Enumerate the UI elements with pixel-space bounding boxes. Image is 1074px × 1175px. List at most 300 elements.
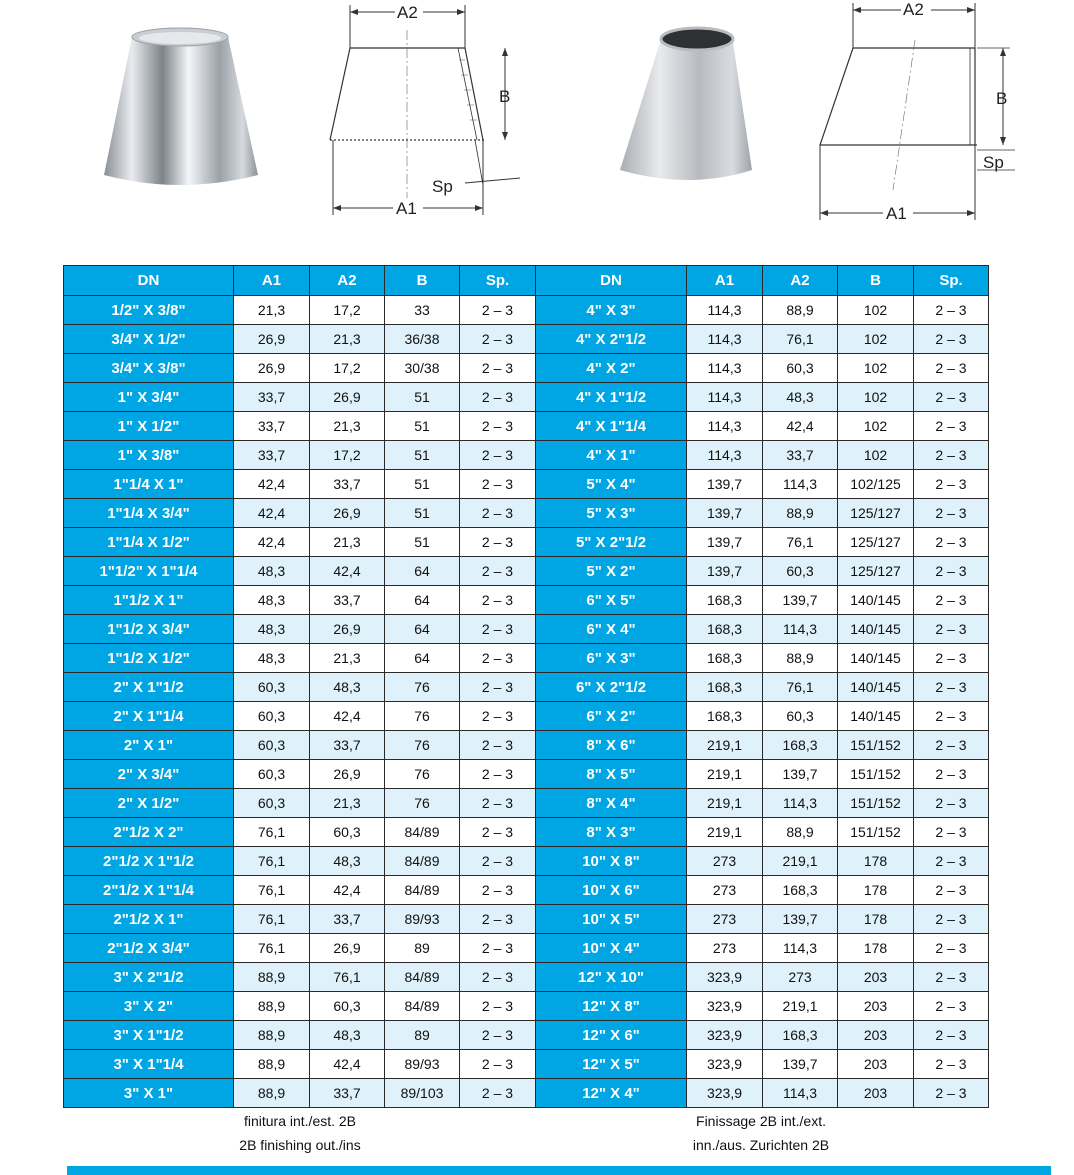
cell-dn: 6" X 2"1/2 [536,673,687,702]
cell-a1: 88,9 [234,1079,310,1108]
cell-sp: 2 – 3 [460,354,536,383]
dim-sp-label: Sp [432,177,453,196]
cell-dn: 4" X 1"1/4 [536,412,687,441]
table-row [64,818,536,847]
cell-sp: 2 – 3 [460,644,536,673]
cell-b: 151/152 [838,818,914,847]
cell-sp: 2 – 3 [914,325,989,354]
cell-sp: 2 – 3 [914,760,989,789]
cell-a1: 139,7 [687,557,763,586]
cell-a1: 60,3 [234,760,310,789]
cell-a1: 76,1 [234,876,310,905]
table-row [64,383,536,412]
cell-a2: 48,3 [310,673,385,702]
cell-a1: 114,3 [687,296,763,325]
cell-a2: 88,9 [763,644,838,673]
cell-a2: 17,2 [310,296,385,325]
cell-dn: 1" X 3/8" [64,441,234,470]
cell-a2: 168,3 [763,731,838,760]
cell-dn: 1" X 3/4" [64,383,234,412]
cell-a1: 323,9 [687,1079,763,1108]
cell-sp: 2 – 3 [914,441,989,470]
note-german: inn./aus. Zurichten 2B [692,1137,830,1153]
cell-a1: 139,7 [687,470,763,499]
cell-a2: 168,3 [763,876,838,905]
note-english: 2B finishing out./ins [239,1137,361,1153]
cell-a2: 88,9 [763,296,838,325]
cell-b: 178 [838,876,914,905]
cell-b: 151/152 [838,760,914,789]
cell-a2: 26,9 [310,383,385,412]
cell-dn: 2"1/2 X 1"1/4 [64,876,234,905]
cell-sp: 2 – 3 [460,1050,536,1079]
cell-a1: 219,1 [687,760,763,789]
cell-dn: 10" X 8" [536,847,687,876]
cell-a1: 114,3 [687,354,763,383]
cell-dn: 10" X 5" [536,905,687,934]
cell-sp: 2 – 3 [914,905,989,934]
cell-dn: 8" X 6" [536,731,687,760]
cell-a1: 168,3 [687,673,763,702]
cell-a2: 21,3 [310,644,385,673]
cell-a1: 88,9 [234,992,310,1021]
cell-sp: 2 – 3 [914,354,989,383]
cell-a1: 323,9 [687,963,763,992]
cell-b: 151/152 [838,789,914,818]
cell-sp: 2 – 3 [914,412,989,441]
cell-a1: 323,9 [687,1021,763,1050]
cell-dn: 12" X 4" [536,1079,687,1108]
cell-b: 30/38 [385,354,460,383]
cell-a2: 114,3 [763,615,838,644]
table-row [536,760,989,789]
cell-a1: 323,9 [687,992,763,1021]
cell-sp: 2 – 3 [914,383,989,412]
table-row [536,412,989,441]
cell-a2: 168,3 [763,1021,838,1050]
cell-dn: 3" X 2" [64,992,234,1021]
cell-a1: 26,9 [234,354,310,383]
table-row [64,615,536,644]
cell-a1: 114,3 [687,412,763,441]
dim-b-label: B [996,89,1008,108]
cell-a1: 33,7 [234,441,310,470]
cell-a2: 76,1 [310,963,385,992]
col-header-dn: DN [536,266,687,296]
table-row [536,1079,989,1108]
cell-sp: 2 – 3 [914,615,989,644]
cell-sp: 2 – 3 [460,499,536,528]
cell-a1: 33,7 [234,383,310,412]
cell-sp: 2 – 3 [914,789,989,818]
cell-a1: 60,3 [234,731,310,760]
cell-sp: 2 – 3 [460,383,536,412]
cell-a2: 60,3 [763,702,838,731]
cell-a2: 42,4 [310,1050,385,1079]
cell-sp: 2 – 3 [460,789,536,818]
cell-b: 89 [385,934,460,963]
cell-a2: 139,7 [763,760,838,789]
cell-dn: 5" X 2" [536,557,687,586]
cell-dn: 2" X 3/4" [64,760,234,789]
cell-dn: 1/2" X 3/8" [64,296,234,325]
cell-a1: 219,1 [687,731,763,760]
dim-a1-label: A1 [396,199,417,218]
cell-a2: 48,3 [310,847,385,876]
cell-sp: 2 – 3 [914,557,989,586]
cell-sp: 2 – 3 [460,528,536,557]
cell-sp: 2 – 3 [914,1079,989,1108]
cell-a1: 88,9 [234,1050,310,1079]
cell-sp: 2 – 3 [914,296,989,325]
cell-sp: 2 – 3 [460,1079,536,1108]
cell-sp: 2 – 3 [914,731,989,760]
cell-sp: 2 – 3 [460,586,536,615]
cell-b: 125/127 [838,557,914,586]
dim-a2-label: A2 [903,0,924,19]
cell-dn: 4" X 1"1/2 [536,383,687,412]
cell-a2: 76,1 [763,528,838,557]
table-row [536,354,989,383]
cell-b: 76 [385,702,460,731]
cell-dn: 2" X 1"1/2 [64,673,234,702]
cell-b: 89/93 [385,1050,460,1079]
table-row [536,644,989,673]
cell-sp: 2 – 3 [914,528,989,557]
cell-sp: 2 – 3 [914,702,989,731]
cell-dn: 1" X 1/2" [64,412,234,441]
cell-sp: 2 – 3 [460,557,536,586]
dimensions-table-left [63,265,536,1108]
cell-a1: 60,3 [234,673,310,702]
cell-sp: 2 – 3 [460,731,536,760]
cell-a2: 88,9 [763,818,838,847]
cell-a2: 26,9 [310,499,385,528]
cell-dn: 6" X 5" [536,586,687,615]
cell-a1: 273 [687,847,763,876]
cell-a1: 26,9 [234,325,310,354]
table-row [536,470,989,499]
cell-dn: 3/4" X 1/2" [64,325,234,354]
cell-b: 51 [385,499,460,528]
cell-a1: 42,4 [234,499,310,528]
cell-sp: 2 – 3 [460,992,536,1021]
cell-a2: 139,7 [763,586,838,615]
cell-b: 89/93 [385,905,460,934]
dim-a1-label: A1 [886,204,907,223]
cell-a1: 76,1 [234,934,310,963]
table-row [536,383,989,412]
table-row [64,992,536,1021]
cell-a2: 33,7 [310,586,385,615]
table-row [64,470,536,499]
cell-sp: 2 – 3 [460,441,536,470]
cell-dn: 4" X 2" [536,354,687,383]
dim-sp-label: Sp [983,153,1004,172]
table-row [64,731,536,760]
dimensions-table-right [535,265,989,1108]
cell-dn: 4" X 2"1/2 [536,325,687,354]
cell-a2: 76,1 [763,325,838,354]
col-header-a2: A2 [763,266,838,296]
cell-dn: 5" X 2"1/2 [536,528,687,557]
cell-a1: 60,3 [234,789,310,818]
cell-dn: 1"1/4 X 1/2" [64,528,234,557]
cell-dn: 1"1/4 X 1" [64,470,234,499]
cell-sp: 2 – 3 [460,412,536,441]
cell-b: 51 [385,470,460,499]
table-row [64,1079,536,1108]
cell-a2: 26,9 [310,615,385,644]
cell-dn: 2" X 1"1/4 [64,702,234,731]
cell-sp: 2 – 3 [460,934,536,963]
cell-b: 64 [385,586,460,615]
cell-a1: 88,9 [234,1021,310,1050]
cell-dn: 12" X 5" [536,1050,687,1079]
cell-sp: 2 – 3 [914,934,989,963]
cell-a2: 21,3 [310,325,385,354]
cell-a1: 76,1 [234,847,310,876]
table-header-row [536,266,989,296]
cell-a2: 60,3 [763,354,838,383]
cell-a2: 21,3 [310,789,385,818]
cell-sp: 2 – 3 [914,470,989,499]
cell-a1: 168,3 [687,702,763,731]
cell-b: 102 [838,412,914,441]
cell-b: 84/89 [385,847,460,876]
cell-b: 140/145 [838,673,914,702]
cell-a1: 76,1 [234,818,310,847]
cell-sp: 2 – 3 [460,818,536,847]
cell-a2: 42,4 [310,876,385,905]
cell-a1: 48,3 [234,557,310,586]
cell-a2: 26,9 [310,934,385,963]
cell-sp: 2 – 3 [460,325,536,354]
cell-sp: 2 – 3 [914,586,989,615]
cell-b: 89/103 [385,1079,460,1108]
cell-dn: 2"1/2 X 1"1/2 [64,847,234,876]
cell-dn: 6" X 2" [536,702,687,731]
cell-sp: 2 – 3 [460,296,536,325]
cell-dn: 8" X 4" [536,789,687,818]
cell-dn: 1"1/4 X 3/4" [64,499,234,528]
cell-a2: 48,3 [763,383,838,412]
cell-a2: 17,2 [310,354,385,383]
cell-b: 84/89 [385,963,460,992]
table-row [536,528,989,557]
cell-dn: 1"1/2 X 3/4" [64,615,234,644]
cell-dn: 4" X 3" [536,296,687,325]
cell-dn: 3" X 2"1/2 [64,963,234,992]
cell-a2: 114,3 [763,934,838,963]
cell-b: 203 [838,1021,914,1050]
cell-a1: 60,3 [234,702,310,731]
cell-b: 64 [385,615,460,644]
cell-b: 89 [385,1021,460,1050]
cell-a1: 48,3 [234,615,310,644]
cell-b: 76 [385,760,460,789]
table-row [536,818,989,847]
cell-a2: 42,4 [310,557,385,586]
cell-a2: 76,1 [763,673,838,702]
cell-b: 178 [838,905,914,934]
cell-dn: 6" X 4" [536,615,687,644]
table-row [64,528,536,557]
table-row [64,441,536,470]
cell-a1: 76,1 [234,905,310,934]
cell-b: 76 [385,673,460,702]
table-row [64,760,536,789]
table-row [64,325,536,354]
cell-a1: 139,7 [687,528,763,557]
cell-b: 140/145 [838,644,914,673]
cell-b: 51 [385,383,460,412]
cell-b: 151/152 [838,731,914,760]
cell-b: 84/89 [385,818,460,847]
cell-b: 51 [385,528,460,557]
cell-b: 102 [838,354,914,383]
cell-sp: 2 – 3 [460,905,536,934]
table-row [536,992,989,1021]
cell-b: 64 [385,644,460,673]
cell-b: 140/145 [838,615,914,644]
cell-sp: 2 – 3 [914,992,989,1021]
cell-b: 102 [838,296,914,325]
cell-b: 102 [838,441,914,470]
cell-sp: 2 – 3 [460,876,536,905]
cell-dn: 2" X 1/2" [64,789,234,818]
table-row [536,296,989,325]
cell-dn: 2"1/2 X 1" [64,905,234,934]
cell-b: 203 [838,1050,914,1079]
col-header-sp: Sp. [460,266,536,296]
cell-a1: 219,1 [687,789,763,818]
cell-sp: 2 – 3 [460,615,536,644]
cell-dn: 5" X 4" [536,470,687,499]
cell-dn: 4" X 1" [536,441,687,470]
cell-sp: 2 – 3 [914,499,989,528]
cell-sp: 2 – 3 [460,702,536,731]
cell-a1: 48,3 [234,586,310,615]
dim-a2-label: A2 [397,3,418,22]
cell-a1: 273 [687,905,763,934]
cell-b: 33 [385,296,460,325]
table-row [64,354,536,383]
cell-dn: 12" X 10" [536,963,687,992]
table-row [536,615,989,644]
cell-a2: 33,7 [310,1079,385,1108]
table-row [536,847,989,876]
cell-b: 178 [838,847,914,876]
cell-a1: 21,3 [234,296,310,325]
table-row [64,963,536,992]
cell-a2: 139,7 [763,905,838,934]
cell-a2: 219,1 [763,992,838,1021]
cell-sp: 2 – 3 [914,1050,989,1079]
cell-a1: 273 [687,876,763,905]
cell-a2: 114,3 [763,470,838,499]
table-row [536,557,989,586]
table-row [536,441,989,470]
eccentric-reducer-photo [600,22,765,192]
table-row [64,673,536,702]
cell-a2: 33,7 [310,470,385,499]
cell-b: 64 [385,557,460,586]
table-row [64,702,536,731]
cell-a1: 48,3 [234,644,310,673]
cell-b: 36/38 [385,325,460,354]
table-row [64,644,536,673]
cell-a2: 219,1 [763,847,838,876]
cell-a2: 114,3 [763,789,838,818]
table-row [64,499,536,528]
cell-a1: 114,3 [687,441,763,470]
cell-b: 84/89 [385,992,460,1021]
cell-dn: 2"1/2 X 3/4" [64,934,234,963]
cell-b: 140/145 [838,586,914,615]
cell-b: 51 [385,412,460,441]
cell-b: 76 [385,731,460,760]
table-row [536,1021,989,1050]
cell-a2: 33,7 [310,905,385,934]
cell-b: 203 [838,992,914,1021]
cell-a2: 48,3 [310,1021,385,1050]
table-row [536,934,989,963]
cell-dn: 10" X 6" [536,876,687,905]
cell-a2: 26,9 [310,760,385,789]
table-row [64,296,536,325]
cell-b: 84/89 [385,876,460,905]
table-row [536,702,989,731]
cell-a1: 139,7 [687,499,763,528]
cell-a2: 273 [763,963,838,992]
cell-dn: 12" X 6" [536,1021,687,1050]
table-row [536,325,989,354]
cell-sp: 2 – 3 [460,760,536,789]
cell-sp: 2 – 3 [460,673,536,702]
cell-b: 203 [838,963,914,992]
cell-dn: 3/4" X 3/8" [64,354,234,383]
col-header-a1: A1 [687,266,763,296]
col-header-sp: Sp. [914,266,989,296]
cell-a2: 139,7 [763,1050,838,1079]
cell-a2: 60,3 [310,992,385,1021]
table-row [536,1050,989,1079]
cell-a2: 114,3 [763,1079,838,1108]
cell-dn: 8" X 3" [536,818,687,847]
table-row [536,789,989,818]
table-header-row [64,266,536,296]
cell-b: 102/125 [838,470,914,499]
cell-dn: 1"1/2 X 1" [64,586,234,615]
cell-a2: 60,3 [763,557,838,586]
cell-b: 76 [385,789,460,818]
concentric-reducer-photo [100,25,265,190]
cell-b: 102 [838,325,914,354]
cell-dn: 2"1/2 X 2" [64,818,234,847]
table-row [536,876,989,905]
table-row [64,905,536,934]
cell-a1: 168,3 [687,586,763,615]
cell-dn: 3" X 1"1/2 [64,1021,234,1050]
cell-a2: 21,3 [310,412,385,441]
cell-a1: 88,9 [234,963,310,992]
eccentric-reducer-drawing [815,0,1030,225]
cell-a2: 60,3 [310,818,385,847]
cell-a2: 17,2 [310,441,385,470]
cell-a1: 168,3 [687,644,763,673]
cell-a2: 21,3 [310,528,385,557]
